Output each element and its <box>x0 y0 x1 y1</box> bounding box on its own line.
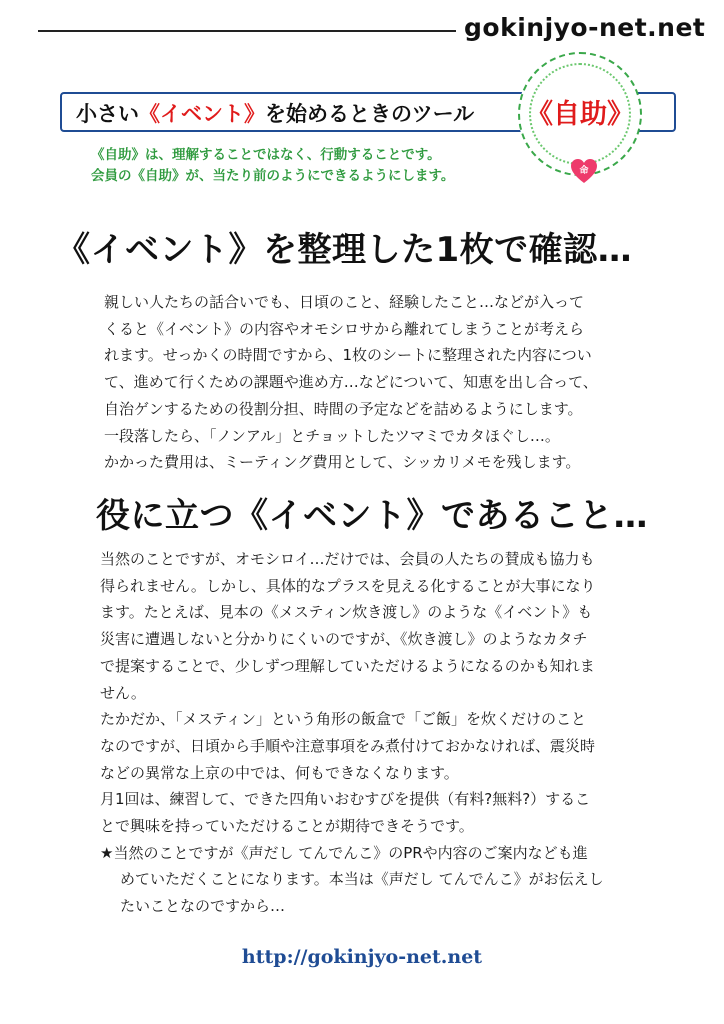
section2-heading: 役に立つ《イベント》であること… <box>96 496 648 536</box>
body-line: くると《イベント》の内容やオモシロサから離れてしまうことが考えら <box>104 319 585 338</box>
body-line: ★当然のことですが《声だし てんでんこ》のPRや内容のご案内なども進 <box>100 843 588 862</box>
body-line: たかだか、「メスティン」という角形の飯盒で「ご飯」を炊くだけのこと <box>100 710 587 729</box>
tagline-2: 会員の《自助》が、当たり前のようにできるようにします。 <box>91 168 455 184</box>
body-line: たいことなのですから… <box>120 897 286 916</box>
body-line: て、進めて行くための課題や進め方…などについて、知恵を出し合って、 <box>104 373 598 392</box>
body-line: 得られません。しかし、具体的なプラスを見える化することが大事になり <box>100 576 596 595</box>
section1-heading: 《イベント》を整理した1枚で確認… <box>56 230 633 270</box>
section2-body <box>100 546 645 920</box>
footer-url[interactable]: http://gokinjyo-net.net <box>241 946 483 968</box>
body-line: 月1回は、練習して、できた四角いおむすびを提供（有料?無料?）するこ <box>100 790 591 809</box>
body-line: 災害に遭遇しないと分かりにくいのですが、《炊き渡し》のようなカタチ <box>100 630 588 649</box>
body-line: ます。たとえば、見本の《メスティン炊き渡し》のような《イベント》も <box>100 603 593 622</box>
body-line: 親しい人たちの話合いでも、日頃のこと、経験したこと…などが入って <box>104 293 585 311</box>
body-line: で提案することで、少しずつ理解していただけるようになるのかも知れま <box>100 656 595 675</box>
banner-prefix: 小さい <box>76 102 139 126</box>
tagline-1: 《自助》は、理解することではなく、行動することです。 <box>91 147 441 163</box>
site-name: gokinjyo-net.net <box>464 13 706 42</box>
section1-body <box>104 289 644 476</box>
body-line: れます。せっかくの時間ですから、1枚のシートに整理された内容につい <box>104 346 592 365</box>
body-line: かかった費用は、ミーティング費用として、シッカリメモを残します。 <box>104 453 581 472</box>
seal-label: 《自助》 <box>526 99 634 130</box>
banner-suffix: を始めるときのツール <box>265 102 475 126</box>
body-line: などの異常な上京の中では、何もできなくなります。 <box>100 763 459 782</box>
body-line: なのですが、日頃から手順や注意事項をみ煮付けておかなければ、震災時 <box>100 736 596 755</box>
body-line: とで興味を持っていただけることが期待できそうです。 <box>100 817 474 836</box>
heart-label: 命 <box>579 166 589 176</box>
banner-highlight: 《イベント》 <box>139 102 265 126</box>
body-line: 当然のことですが、オモシロイ…だけでは、会員の人たちの賛成も協力も <box>100 550 595 568</box>
body-line: 一段落したら、「ノンアル」とチョットしたツマミでカタほぐし…。 <box>104 426 560 445</box>
header-rule <box>38 30 456 32</box>
body-line: めていただくことになります。本当は《声だし てんでんこ》がお伝えし <box>120 870 604 889</box>
body-line: 自治ゲンするための役割分担、時間の予定などを詰めるようにします。 <box>104 399 583 418</box>
body-line: せん。 <box>100 683 146 702</box>
banner-title <box>76 98 474 128</box>
